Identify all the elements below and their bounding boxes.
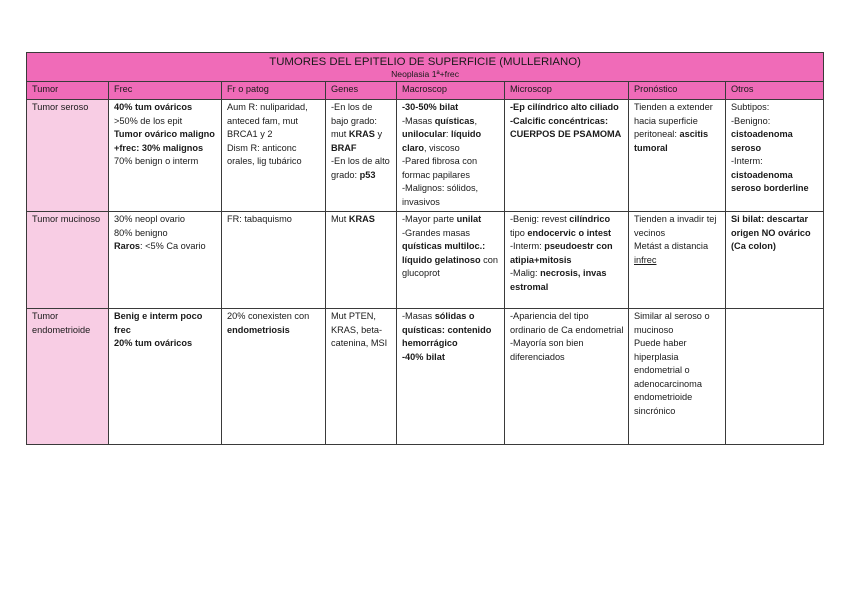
cell-text: p53 [359, 169, 376, 180]
cell-line [634, 310, 721, 337]
header-tumor: Tumor [27, 82, 109, 100]
cell-line [634, 240, 721, 267]
cell-genes [326, 212, 397, 309]
cell-line [32, 101, 104, 115]
header-macroscop: Macroscop [397, 82, 505, 100]
cell-text: Tumor mucinoso [32, 214, 101, 224]
cell-text: : <5% Ca ovario [140, 241, 206, 251]
cell-line [731, 213, 819, 254]
cell-text: Aum R: nuliparidad, anteced fam, mut BRCA1 y 2 [227, 102, 308, 139]
cell-text: BRAF [331, 142, 357, 153]
cell-line [114, 101, 217, 115]
cell-line [402, 155, 500, 182]
header-genes: Genes [326, 82, 397, 100]
cell-text: Tienden a extender hacia superficie peritoneal: [634, 102, 713, 139]
cell-line [114, 213, 217, 227]
cell-line [114, 128, 217, 155]
cell-line [510, 310, 624, 337]
cell-text: -Mayor parte [402, 214, 457, 224]
cell-macroscop [397, 100, 505, 212]
cell-text: sólidas o quísticas: contenido hemorrágico [402, 311, 492, 348]
cell-text: -Masas [402, 115, 435, 126]
cell-text: Metást a distancia [634, 241, 709, 251]
cell-fr-patog [222, 309, 326, 445]
cell-text: pseudoestr con atipia+mitosis [510, 241, 613, 265]
cell-text: -Mayoría son bien diferenciados [510, 338, 584, 362]
cell-text: 40% tum ováricos [114, 102, 193, 112]
cell-line [114, 227, 217, 241]
table-title-row [27, 53, 824, 82]
cell-text: KRAS [348, 129, 375, 139]
cell-text: : [445, 129, 452, 139]
cell-text: líquido claro [402, 129, 482, 153]
cell-text: -Interm: [731, 156, 763, 166]
cell-text: endometriosis [227, 324, 290, 335]
cell-text: , viscoso [423, 142, 460, 153]
cell-line [227, 213, 321, 227]
cell-text: cilíndrico [569, 214, 611, 224]
cell-text: cistoadenoma seroso borderline [731, 169, 809, 193]
cell-line [227, 101, 321, 142]
cell-text: -Ep cilíndrico alto ciliado [510, 102, 619, 112]
cell-line [331, 310, 392, 351]
cell-text: -Malignos: sólidos, invasivos [402, 183, 479, 207]
cell-line [114, 337, 217, 351]
cell-text: unilat [456, 214, 482, 224]
cell-text: -Masas [402, 311, 435, 321]
cell-line [32, 213, 104, 227]
cell-line [510, 213, 624, 240]
cell-text: endocervic o intest [527, 227, 612, 238]
cell-frec [109, 309, 222, 445]
cell-text: Tumor endometrioide [32, 311, 91, 335]
cell-line [402, 227, 500, 281]
cell-text: con glucoprot [402, 254, 498, 278]
cell-text: quísticas [434, 115, 475, 126]
cell-otros [726, 212, 824, 309]
cell-line [634, 337, 721, 418]
tumor-table [26, 52, 824, 445]
cell-text: Mut PTEN, KRAS, beta-catenina, MSI [331, 311, 388, 348]
cell-line [331, 101, 392, 155]
cell-text: Puede haber hiperplasia endometrial o adenocarcinoma endometrioide sincrónico [634, 338, 702, 416]
cell-text: -40% bilat [402, 351, 445, 362]
cell-text: Dism R: anticonc orales, lig tubárico [227, 142, 302, 166]
cell-text: 20% tum ováricos [114, 338, 193, 348]
cell-otros [726, 309, 824, 445]
cell-text: necrosis, invas estromal [510, 268, 607, 292]
cell-text: >50% de los epit [114, 115, 183, 126]
cell-line [32, 310, 104, 337]
cell-line [510, 267, 624, 294]
header-fr-patog: Fr o patog [222, 82, 326, 100]
cell-text: ascitis tumoral [634, 129, 709, 153]
cell-text: cistoadenoma seroso [731, 129, 793, 153]
cell-line [510, 337, 624, 364]
cell-text: -En los de alto grado: [331, 156, 390, 180]
cell-text: Tumor ovárico maligno +frec: 30% malignos [114, 129, 215, 153]
cell-line [402, 351, 500, 365]
table-title-cell [27, 53, 824, 82]
cell-frec [109, 212, 222, 309]
header-microscop: Microscop [505, 82, 629, 100]
cell-macroscop [397, 212, 505, 309]
cell-line [114, 155, 217, 169]
row-tumor-endometrioide [27, 309, 824, 445]
cell-text: Subtipos: [731, 102, 770, 112]
cell-line [634, 101, 721, 155]
cell-text: -Malig: [510, 268, 541, 278]
cell-line [227, 142, 321, 169]
header-row [27, 82, 824, 100]
cell-text: 80% benigno [114, 227, 168, 238]
cell-line [114, 310, 217, 337]
cell-text: tipo [510, 227, 528, 238]
cell-text: infrec [634, 254, 657, 265]
cell-line [402, 101, 500, 115]
cell-otros [726, 100, 824, 212]
cell-fr-patog [222, 212, 326, 309]
cell-text: -Apariencia del tipo ordinario de Ca endometrial [510, 311, 624, 335]
cell-text: Benig e interm poco frec [114, 311, 203, 335]
cell-pronostico [629, 212, 726, 309]
cell-text: unilocular [402, 129, 446, 139]
cell-text: -Pared fibrosa con formac papilares [402, 156, 478, 180]
cell-line [634, 213, 721, 240]
cell-microscop [505, 212, 629, 309]
cell-line [114, 115, 217, 129]
cell-text: Si bilat: descartar origen NO ovárico (Ca colon) [731, 214, 811, 251]
cell-genes [326, 309, 397, 445]
cell-line [331, 213, 392, 227]
cell-line [510, 115, 624, 142]
cell-text: -Benigno: [731, 115, 771, 126]
cell-text: Similar al seroso o mucinoso [634, 311, 710, 335]
cell-text: 20% conexisten con [227, 311, 310, 321]
cell-text: Tienden a invadir tej vecinos [634, 214, 717, 238]
cell-text: quísticas multiloc.: líquido gelatinoso [402, 241, 486, 265]
cell-text: -Grandes masas [402, 227, 470, 238]
cell-text: -Benig: revest [510, 214, 570, 224]
cell-macroscop [397, 309, 505, 445]
cell-line [331, 155, 392, 182]
header-otros: Otros [726, 82, 824, 100]
cell-microscop [505, 100, 629, 212]
cell-tumor [27, 212, 109, 309]
cell-line [402, 310, 500, 351]
cell-line [227, 310, 321, 337]
cell-text: -En los de bajo grado: mut [331, 102, 377, 139]
cell-text: Mut [331, 214, 349, 224]
cell-text: 30% neopl ovario [114, 214, 185, 224]
cell-text: FR: tabaquismo [227, 214, 292, 224]
cell-line [402, 182, 500, 209]
cell-line [402, 115, 500, 156]
row-tumor-seroso [27, 100, 824, 212]
header-frec: Frec [109, 82, 222, 100]
cell-microscop [505, 309, 629, 445]
cell-text: KRAS [348, 214, 375, 224]
cell-text: 70% benign o interm [114, 156, 199, 166]
row-tumor-mucinoso [27, 212, 824, 309]
cell-fr-patog [222, 100, 326, 212]
cell-line [114, 240, 217, 254]
cell-tumor [27, 100, 109, 212]
cell-tumor [27, 309, 109, 445]
cell-text: , [474, 115, 478, 126]
cell-text: Raros [114, 241, 141, 251]
cell-frec [109, 100, 222, 212]
cell-text: -30-50% bilat [402, 102, 459, 112]
cell-line [731, 115, 819, 156]
cell-text: y [374, 129, 383, 139]
cell-line [510, 101, 624, 115]
table-title: TUMORES DEL EPITELIO DE SUPERFICIE (MULLERIANO) [269, 56, 581, 68]
cell-genes [326, 100, 397, 212]
cell-text: -Calcific concéntricas: CUERPOS DE PSAMOMA [510, 115, 622, 139]
cell-pronostico [629, 100, 726, 212]
cell-line [402, 213, 500, 227]
cell-line [731, 155, 819, 196]
cell-line [731, 101, 819, 115]
cell-text: -Interm: [510, 241, 545, 251]
header-pronostico: Pronóstico [629, 82, 726, 100]
table-subtitle: Neoplasia 1ª+frec [391, 69, 460, 79]
cell-line [510, 240, 624, 267]
cell-text: Tumor seroso [32, 102, 89, 112]
cell-pronostico [629, 309, 726, 445]
